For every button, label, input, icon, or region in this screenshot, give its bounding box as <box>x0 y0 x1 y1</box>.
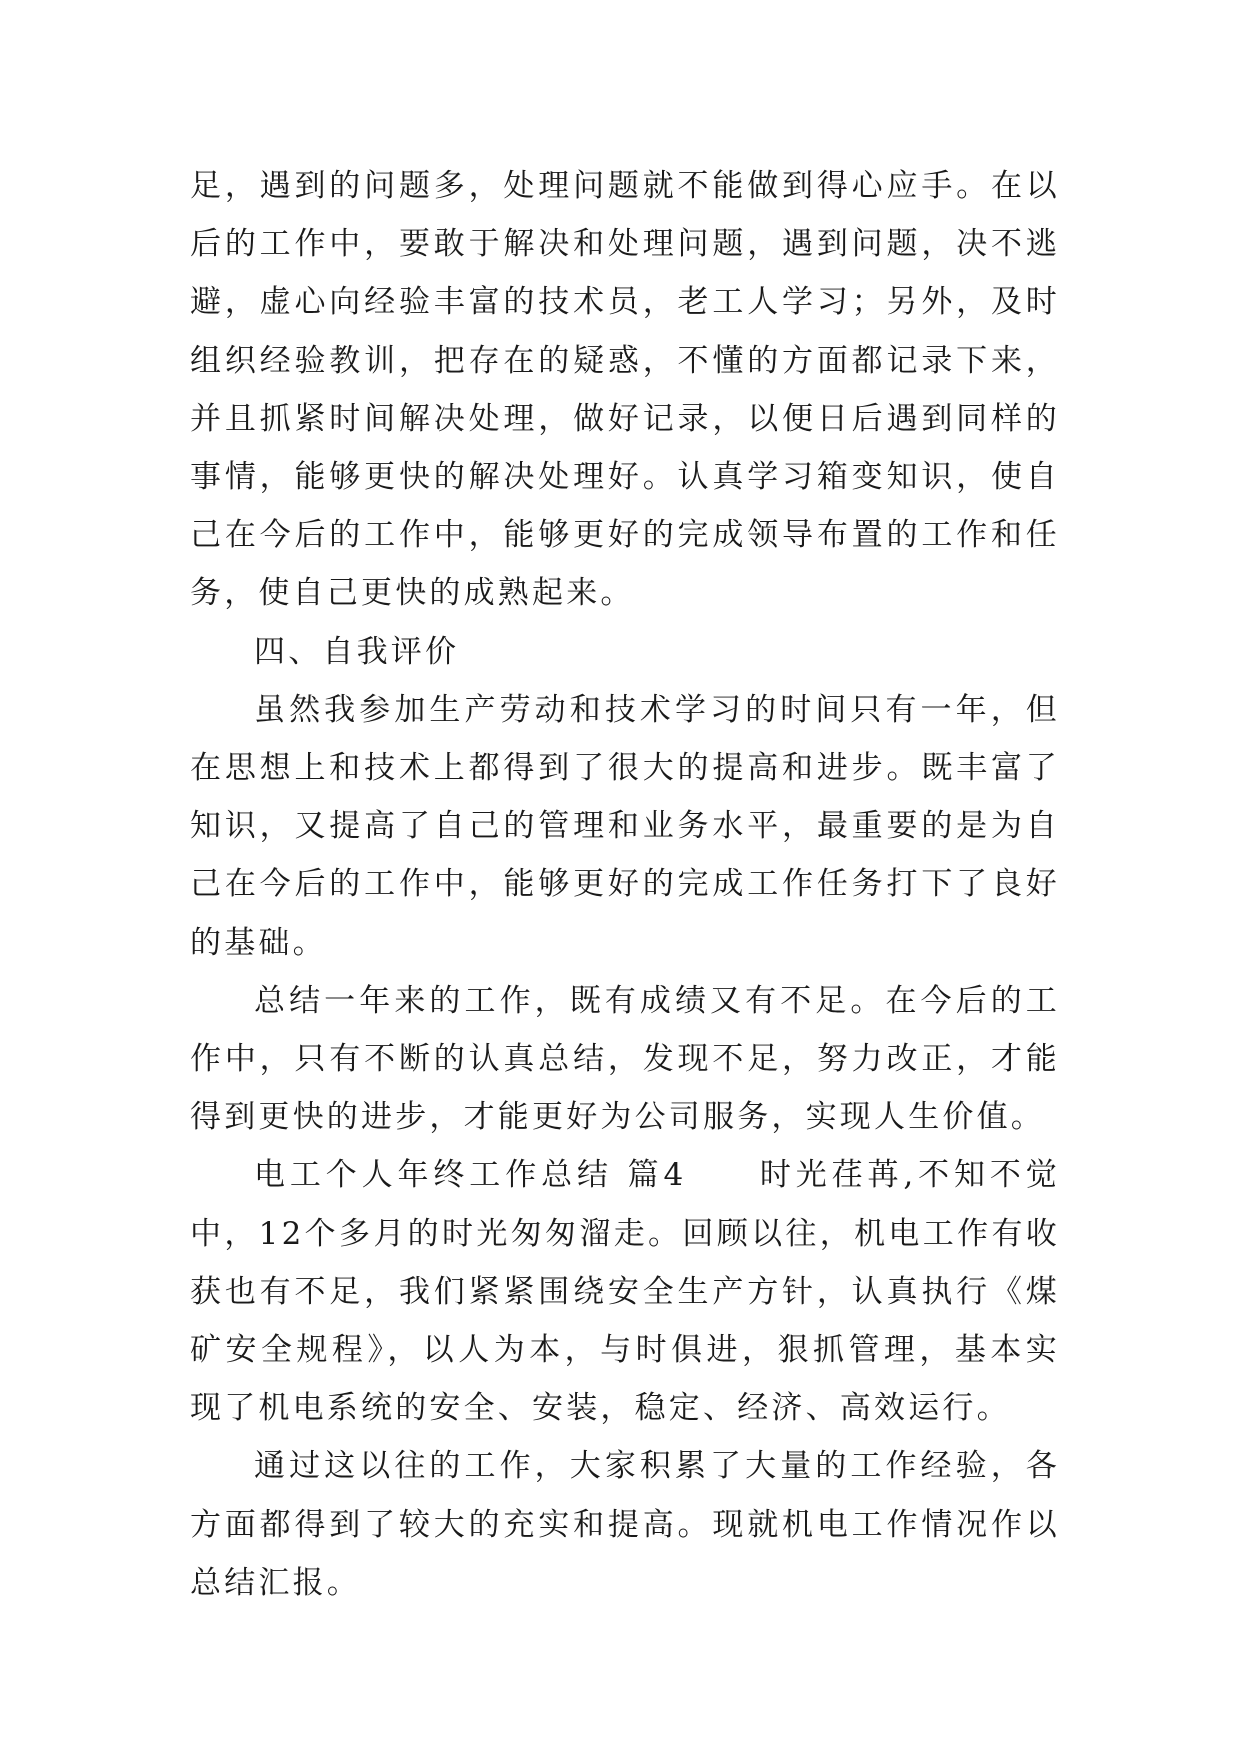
section-heading-self-evaluation: 四、自我评价 <box>254 633 460 670</box>
document-body <box>190 157 1060 1612</box>
paragraph-year-summary: 总结一年来的工作，既有成绩又有不足。在今后的工作中，只有不断的认真总结，发现不足，努力改正，才能得到更快的进步，才能更好为公司服务，实现人生价值。 <box>190 982 1060 1136</box>
paragraph-continuation: 足，遇到的问题多，处理问题就不能做到得心应手。在以后的工作中，要敢于解决和处理问题，遇到问题，决不逃避，虚心向经验丰富的技术员，老工人学习；另外，及时组织经验教训，把存在的疑惑，不懂的方面都记录下来，并且抓紧时间解决处理，做好记录，以便日后遇到同样的事情，能够更快的解决处理好。认真学习箱变知识，使自己在今后的工作中，能够更好的完成领导布置的工作和任务，使自己更快的成熟起来。 <box>190 168 1060 612</box>
paragraph-article-4-intro: 电工个人年终工作总结 篇4 时光荏苒,不知不觉中，12个多月的时光匆匆溜走。回顾以往，机电工作有收获也有不足，我们紧紧围绕安全生产方针，认真执行《煤矿安全规程》，以人为本，与时俱进，狠抓管理，基本实现了机电系统的安全、安装，稳定、经济、高效运行。 <box>190 1157 1060 1427</box>
paragraph-work-report: 通过这以往的工作，大家积累了大量的工作经验，各方面都得到了较大的充实和提高。现就机电工作情况作以总结汇报。 <box>190 1448 1060 1601</box>
paragraph-self-evaluation: 虽然我参加生产劳动和技术学习的时间只有一年，但在思想上和技术上都得到了很大的提高和进步。既丰富了知识，又提高了自己的管理和业务水平，最重要的是为自己在今后的工作中，能够更好的完成工作任务打下了良好的基础。 <box>190 691 1060 961</box>
